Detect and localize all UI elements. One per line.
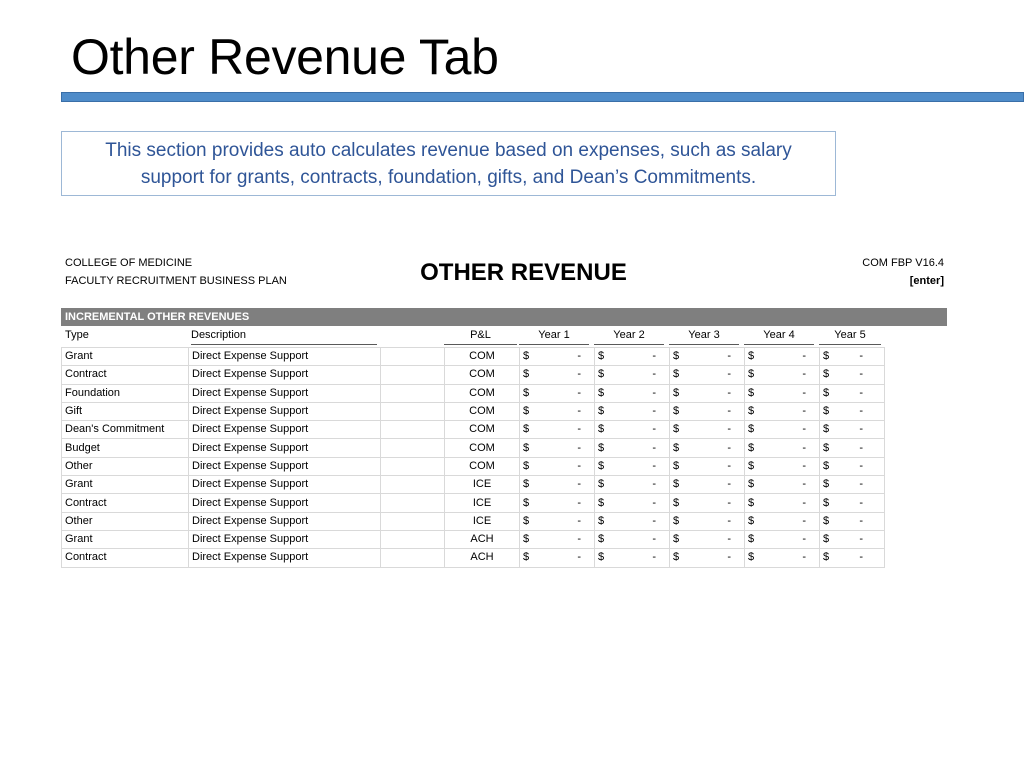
table-row [62, 384, 885, 402]
currency-symbol: $ [748, 423, 755, 436]
cell-type-text: Grant [65, 478, 93, 491]
cell-type-text: Contract [65, 551, 107, 564]
table-row [62, 439, 885, 457]
currency-symbol: $ [823, 496, 830, 509]
cell-year-3[interactable] [670, 494, 745, 512]
cell-type-text: Contract [65, 496, 107, 509]
currency-symbol: $ [748, 514, 755, 527]
sheet-heading: OTHER REVENUE [420, 259, 627, 286]
cell-year-3[interactable] [670, 402, 745, 420]
currency-symbol: $ [523, 441, 530, 454]
section-header-band: INCREMENTAL OTHER REVENUES [61, 308, 947, 326]
cell-pl[interactable] [445, 476, 520, 494]
cell-value: - [652, 441, 656, 454]
table-row [62, 476, 885, 494]
cell-description-text: Direct Expense Support [192, 423, 309, 436]
currency-symbol: $ [748, 459, 755, 472]
cell-year-4[interactable] [745, 384, 820, 402]
callout-text: This section provides auto calculates revenue based on expenses, such as salary support for grants, contracts, foundation, gifts, and Dean’s Commitments. [105, 139, 792, 188]
currency-symbol: $ [598, 386, 605, 399]
cell-value: - [652, 386, 656, 399]
cell-year-4[interactable] [745, 421, 820, 439]
cell-description-text: Direct Expense Support [192, 368, 309, 381]
cell-value: - [577, 533, 581, 546]
cell-value: - [577, 386, 581, 399]
currency-symbol: $ [598, 350, 605, 363]
cell-year-1[interactable] [520, 348, 595, 366]
cell-value: - [727, 551, 731, 564]
cell-value: - [802, 533, 806, 546]
cell-value: - [727, 441, 731, 454]
cell-value: - [859, 514, 863, 527]
cell-pl[interactable] [445, 530, 520, 548]
cell-year-3[interactable] [670, 348, 745, 366]
table-row [62, 366, 885, 384]
cell-description[interactable] [189, 549, 381, 567]
cell-blank[interactable] [381, 366, 445, 384]
cell-type[interactable] [62, 494, 189, 512]
currency-symbol: $ [598, 459, 605, 472]
cell-year-4[interactable] [745, 439, 820, 457]
cell-pl[interactable] [445, 494, 520, 512]
cell-value: - [652, 350, 656, 363]
cell-year-5[interactable] [820, 402, 885, 420]
table-row [62, 421, 885, 439]
cell-type[interactable] [62, 366, 189, 384]
cell-year-5[interactable] [820, 494, 885, 512]
cell-blank[interactable] [381, 348, 445, 366]
cell-description-text: Direct Expense Support [192, 386, 309, 399]
cell-blank[interactable] [381, 384, 445, 402]
currency-symbol: $ [748, 551, 755, 564]
cell-type[interactable] [62, 549, 189, 567]
cell-year-1[interactable] [520, 530, 595, 548]
cell-year-5[interactable] [820, 348, 885, 366]
cell-description-text: Direct Expense Support [192, 350, 309, 363]
cell-description[interactable] [189, 494, 381, 512]
slide-title: Other Revenue Tab [71, 29, 499, 85]
col-header-description: Description [191, 326, 377, 345]
cell-value: - [802, 496, 806, 509]
cell-value: - [802, 423, 806, 436]
cell-type-text: Dean's Commitment [65, 423, 165, 436]
cell-pl[interactable] [445, 421, 520, 439]
cell-year-2[interactable] [595, 512, 670, 530]
cell-pl-text: COM [469, 423, 495, 436]
cell-description[interactable] [189, 476, 381, 494]
cell-type[interactable] [62, 512, 189, 530]
cell-value: - [577, 514, 581, 527]
currency-symbol: $ [823, 551, 830, 564]
cell-year-5[interactable] [820, 530, 885, 548]
currency-symbol: $ [748, 368, 755, 381]
currency-symbol: $ [523, 368, 530, 381]
cell-value: - [859, 533, 863, 546]
cell-blank[interactable] [381, 549, 445, 567]
cell-description-text: Direct Expense Support [192, 533, 309, 546]
col-header-year: Year 4 [744, 326, 814, 345]
cell-year-5[interactable] [820, 476, 885, 494]
cell-value: - [802, 441, 806, 454]
cell-value: - [577, 551, 581, 564]
currency-symbol: $ [598, 478, 605, 491]
table-row [62, 402, 885, 420]
version-label: COM FBP V16.4 [862, 257, 944, 269]
cell-blank[interactable] [381, 530, 445, 548]
col-header-pl: P&L [444, 326, 517, 345]
cell-pl-text: ACH [470, 551, 494, 564]
cell-year-1[interactable] [520, 549, 595, 567]
cell-year-5[interactable] [820, 549, 885, 567]
currency-symbol: $ [673, 551, 680, 564]
cell-year-4[interactable] [745, 366, 820, 384]
cell-type[interactable] [62, 476, 189, 494]
currency-symbol: $ [748, 350, 755, 363]
currency-symbol: $ [523, 514, 530, 527]
currency-symbol: $ [598, 551, 605, 564]
cell-value: - [802, 368, 806, 381]
revenue-table [61, 347, 885, 568]
cell-value: - [802, 459, 806, 472]
cell-year-2[interactable] [595, 457, 670, 475]
cell-value: - [652, 533, 656, 546]
cell-pl-text: ICE [472, 496, 492, 509]
cell-year-1[interactable] [520, 494, 595, 512]
currency-symbol: $ [748, 478, 755, 491]
cell-year-5[interactable] [820, 512, 885, 530]
cell-value: - [859, 350, 863, 363]
cell-value: - [727, 405, 731, 418]
currency-symbol: $ [523, 478, 530, 491]
table-row [62, 549, 885, 567]
cell-pl-text: COM [469, 441, 495, 454]
currency-symbol: $ [598, 514, 605, 527]
cell-value: - [727, 368, 731, 381]
cell-description[interactable] [189, 402, 381, 420]
cell-year-3[interactable] [670, 512, 745, 530]
cell-pl[interactable] [445, 439, 520, 457]
cell-value: - [652, 478, 656, 491]
cell-year-5[interactable] [820, 439, 885, 457]
currency-symbol: $ [748, 386, 755, 399]
cell-pl[interactable] [445, 457, 520, 475]
currency-symbol: $ [673, 533, 680, 546]
cell-type[interactable] [62, 439, 189, 457]
currency-symbol: $ [823, 533, 830, 546]
cell-blank[interactable] [381, 457, 445, 475]
cell-value: - [577, 459, 581, 472]
cell-type-text: Grant [65, 533, 93, 546]
cell-value: - [727, 478, 731, 491]
cell-blank[interactable] [381, 512, 445, 530]
cell-year-2[interactable] [595, 549, 670, 567]
cell-year-5[interactable] [820, 421, 885, 439]
title-divider-bar [61, 92, 1024, 102]
currency-symbol: $ [673, 386, 680, 399]
cell-year-1[interactable] [520, 457, 595, 475]
currency-symbol: $ [823, 514, 830, 527]
cell-value: - [859, 441, 863, 454]
cell-value: - [727, 496, 731, 509]
cell-year-2[interactable] [595, 530, 670, 548]
cell-value: - [859, 405, 863, 418]
currency-symbol: $ [673, 441, 680, 454]
col-header-year: Year 5 [819, 326, 881, 345]
cell-pl[interactable] [445, 384, 520, 402]
enter-label: [enter] [909, 275, 944, 287]
cell-value: - [577, 350, 581, 363]
currency-symbol: $ [673, 405, 680, 418]
cell-year-4[interactable] [745, 457, 820, 475]
cell-pl-text: COM [469, 386, 495, 399]
cell-value: - [727, 459, 731, 472]
cell-year-2[interactable] [595, 348, 670, 366]
currency-symbol: $ [823, 478, 830, 491]
cell-year-2[interactable] [595, 476, 670, 494]
currency-symbol: $ [823, 368, 830, 381]
table-row [62, 494, 885, 512]
cell-pl[interactable] [445, 549, 520, 567]
cell-year-4[interactable] [745, 348, 820, 366]
cell-blank[interactable] [381, 402, 445, 420]
cell-blank[interactable] [381, 494, 445, 512]
cell-year-2[interactable] [595, 494, 670, 512]
cell-pl[interactable] [445, 366, 520, 384]
cell-description[interactable] [189, 348, 381, 366]
cell-value: - [727, 350, 731, 363]
currency-symbol: $ [748, 405, 755, 418]
currency-symbol: $ [823, 459, 830, 472]
cell-year-2[interactable] [595, 439, 670, 457]
cell-value: - [652, 423, 656, 436]
cell-value: - [802, 514, 806, 527]
table-row [62, 530, 885, 548]
cell-year-4[interactable] [745, 402, 820, 420]
org-label: COLLEGE OF MEDICINE [65, 257, 193, 269]
description-callout [61, 131, 836, 196]
cell-pl-text: ICE [472, 514, 492, 527]
currency-symbol: $ [523, 533, 530, 546]
currency-symbol: $ [748, 496, 755, 509]
cell-description[interactable] [189, 512, 381, 530]
currency-symbol: $ [598, 441, 605, 454]
cell-year-1[interactable] [520, 439, 595, 457]
cell-year-1[interactable] [520, 421, 595, 439]
cell-type-text: Contract [65, 368, 107, 381]
cell-pl-text: ACH [470, 533, 494, 546]
col-header-type: Type [65, 329, 89, 341]
currency-symbol: $ [823, 423, 830, 436]
currency-symbol: $ [523, 496, 530, 509]
cell-year-2[interactable] [595, 384, 670, 402]
cell-year-4[interactable] [745, 494, 820, 512]
cell-value: - [859, 551, 863, 564]
cell-pl[interactable] [445, 348, 520, 366]
currency-symbol: $ [673, 459, 680, 472]
cell-year-3[interactable] [670, 530, 745, 548]
cell-value: - [859, 368, 863, 381]
cell-type-text: Other [65, 459, 93, 472]
cell-year-2[interactable] [595, 402, 670, 420]
cell-description-text: Direct Expense Support [192, 496, 309, 509]
cell-value: - [802, 386, 806, 399]
cell-type[interactable] [62, 457, 189, 475]
cell-year-3[interactable] [670, 439, 745, 457]
cell-description-text: Direct Expense Support [192, 551, 309, 564]
currency-symbol: $ [598, 405, 605, 418]
cell-description-text: Direct Expense Support [192, 405, 309, 418]
cell-description[interactable] [189, 366, 381, 384]
cell-value: - [577, 496, 581, 509]
cell-year-4[interactable] [745, 476, 820, 494]
currency-symbol: $ [673, 514, 680, 527]
cell-year-3[interactable] [670, 421, 745, 439]
currency-symbol: $ [748, 533, 755, 546]
cell-year-4[interactable] [745, 530, 820, 548]
currency-symbol: $ [598, 533, 605, 546]
cell-type-text: Grant [65, 350, 93, 363]
cell-value: - [802, 478, 806, 491]
cell-year-5[interactable] [820, 384, 885, 402]
currency-symbol: $ [598, 423, 605, 436]
currency-symbol: $ [523, 386, 530, 399]
cell-value: - [727, 423, 731, 436]
cell-type[interactable] [62, 421, 189, 439]
cell-year-4[interactable] [745, 549, 820, 567]
cell-year-5[interactable] [820, 457, 885, 475]
cell-value: - [859, 478, 863, 491]
cell-value: - [859, 386, 863, 399]
cell-value: - [652, 405, 656, 418]
cell-value: - [859, 423, 863, 436]
cell-pl[interactable] [445, 512, 520, 530]
cell-type-text: Budget [65, 441, 100, 454]
currency-symbol: $ [673, 368, 680, 381]
table-row [62, 457, 885, 475]
cell-type-text: Other [65, 514, 93, 527]
currency-symbol: $ [523, 459, 530, 472]
cell-blank[interactable] [381, 476, 445, 494]
cell-blank[interactable] [381, 421, 445, 439]
cell-year-1[interactable] [520, 512, 595, 530]
currency-symbol: $ [823, 350, 830, 363]
table-row [62, 348, 885, 366]
currency-symbol: $ [673, 350, 680, 363]
cell-value: - [652, 459, 656, 472]
cell-description[interactable] [189, 530, 381, 548]
cell-pl[interactable] [445, 402, 520, 420]
cell-value: - [577, 405, 581, 418]
cell-year-3[interactable] [670, 476, 745, 494]
cell-type[interactable] [62, 348, 189, 366]
currency-symbol: $ [673, 496, 680, 509]
cell-value: - [727, 386, 731, 399]
cell-value: - [652, 514, 656, 527]
cell-value: - [802, 551, 806, 564]
currency-symbol: $ [523, 423, 530, 436]
cell-value: - [652, 496, 656, 509]
cell-description-text: Direct Expense Support [192, 514, 309, 527]
cell-type[interactable] [62, 530, 189, 548]
cell-blank[interactable] [381, 439, 445, 457]
cell-pl-text: COM [469, 368, 495, 381]
cell-value: - [859, 459, 863, 472]
cell-year-1[interactable] [520, 366, 595, 384]
cell-type[interactable] [62, 384, 189, 402]
cell-description-text: Direct Expense Support [192, 478, 309, 491]
cell-pl-text: COM [469, 350, 495, 363]
cell-value: - [577, 478, 581, 491]
currency-symbol: $ [598, 496, 605, 509]
currency-symbol: $ [823, 441, 830, 454]
cell-year-1[interactable] [520, 384, 595, 402]
currency-symbol: $ [523, 551, 530, 564]
plan-label: FACULTY RECRUITMENT BUSINESS PLAN [65, 275, 287, 287]
cell-value: - [577, 441, 581, 454]
cell-value: - [652, 368, 656, 381]
col-header-year: Year 1 [519, 326, 589, 345]
cell-year-5[interactable] [820, 366, 885, 384]
cell-year-1[interactable] [520, 402, 595, 420]
cell-year-2[interactable] [595, 366, 670, 384]
cell-type-text: Foundation [65, 386, 121, 399]
currency-symbol: $ [523, 405, 530, 418]
cell-year-2[interactable] [595, 421, 670, 439]
cell-value: - [577, 368, 581, 381]
col-header-year: Year 3 [669, 326, 739, 345]
cell-year-1[interactable] [520, 476, 595, 494]
cell-year-3[interactable] [670, 549, 745, 567]
cell-value: - [652, 551, 656, 564]
cell-description[interactable] [189, 421, 381, 439]
cell-description[interactable] [189, 439, 381, 457]
cell-year-3[interactable] [670, 384, 745, 402]
cell-description[interactable] [189, 457, 381, 475]
cell-type[interactable] [62, 402, 189, 420]
cell-year-4[interactable] [745, 512, 820, 530]
cell-pl-text: ICE [472, 478, 492, 491]
cell-year-3[interactable] [670, 366, 745, 384]
cell-value: - [727, 533, 731, 546]
cell-value: - [802, 405, 806, 418]
cell-value: - [727, 514, 731, 527]
cell-pl-text: COM [469, 459, 495, 472]
col-header-year: Year 2 [594, 326, 664, 345]
cell-value: - [577, 423, 581, 436]
cell-year-3[interactable] [670, 457, 745, 475]
cell-description-text: Direct Expense Support [192, 441, 309, 454]
currency-symbol: $ [823, 386, 830, 399]
cell-pl-text: COM [469, 405, 495, 418]
currency-symbol: $ [673, 423, 680, 436]
cell-value: - [859, 496, 863, 509]
currency-symbol: $ [748, 441, 755, 454]
cell-description-text: Direct Expense Support [192, 459, 309, 472]
cell-type-text: Gift [65, 405, 83, 418]
cell-description[interactable] [189, 384, 381, 402]
currency-symbol: $ [523, 350, 530, 363]
cell-value: - [802, 350, 806, 363]
currency-symbol: $ [823, 405, 830, 418]
table-row [62, 512, 885, 530]
currency-symbol: $ [673, 478, 680, 491]
currency-symbol: $ [598, 368, 605, 381]
